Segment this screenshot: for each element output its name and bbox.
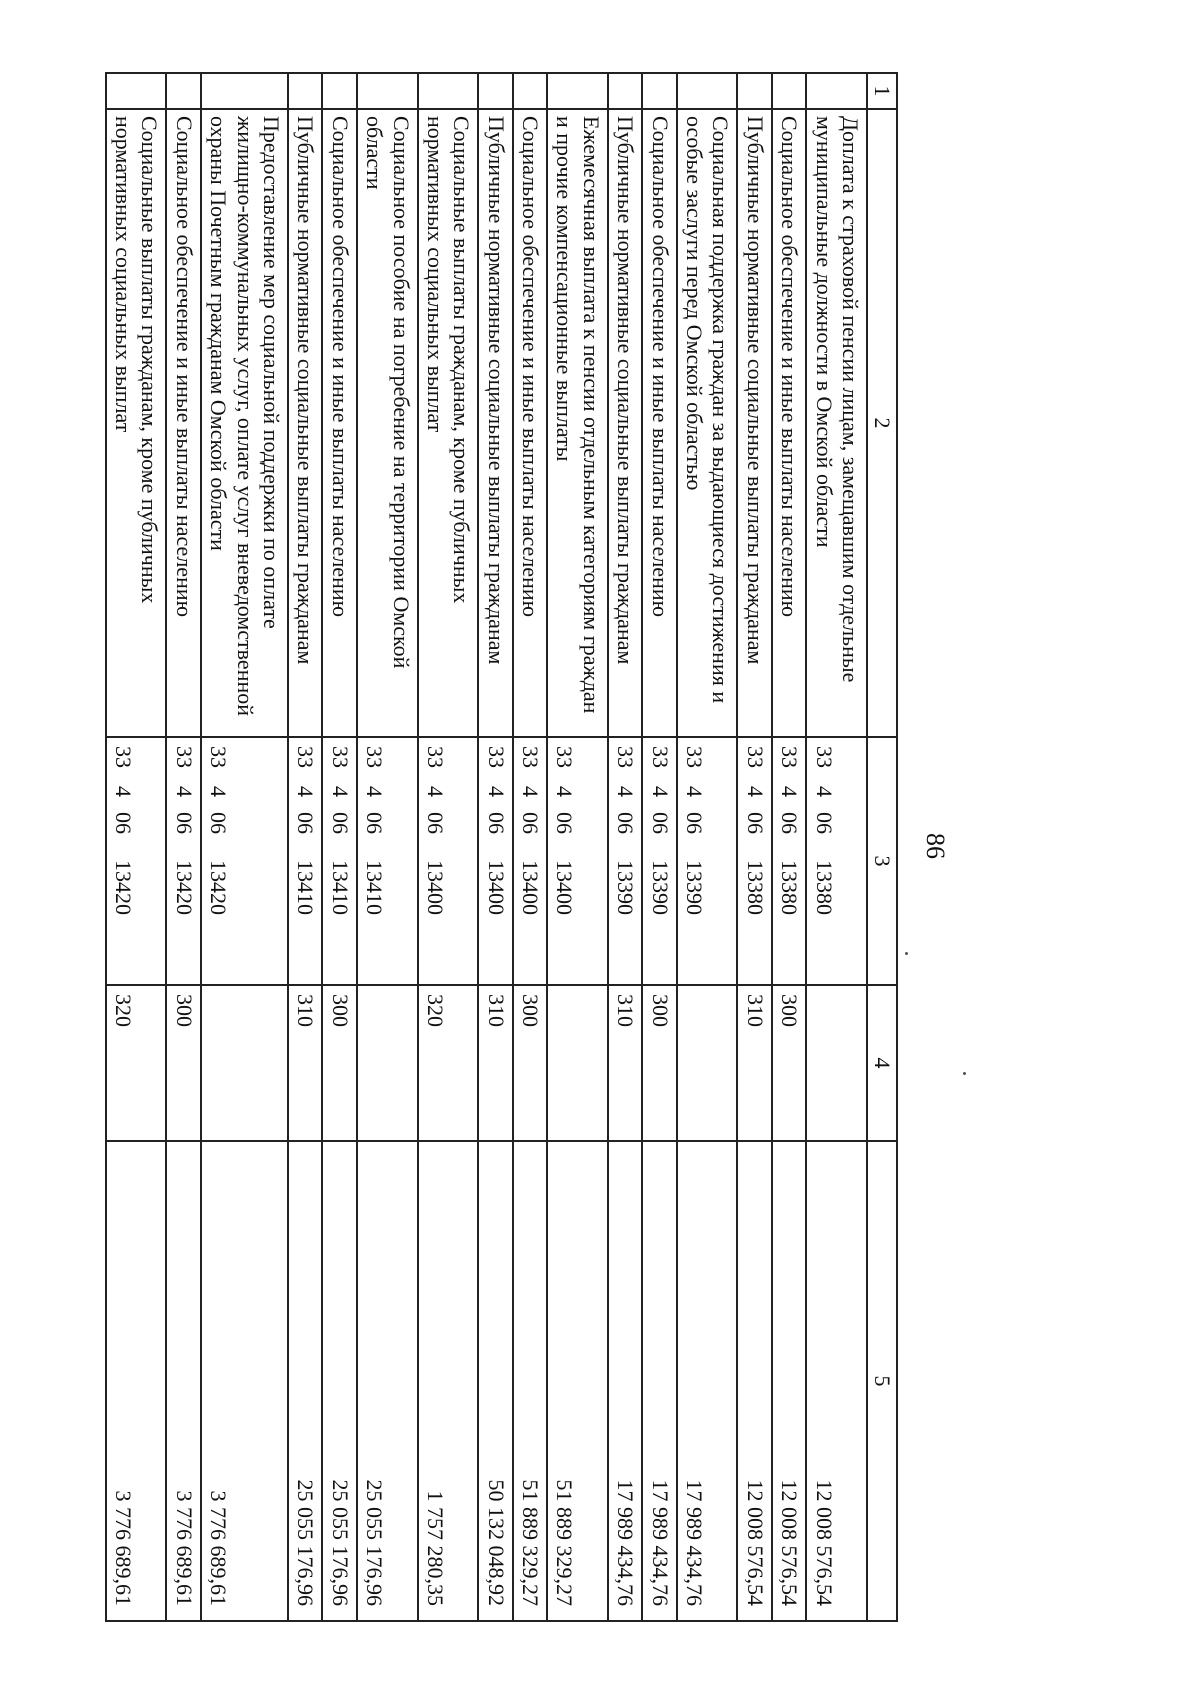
expense-type-code: 300 xyxy=(772,985,806,1141)
amount-value: 3 776 689,61 xyxy=(166,1141,200,1621)
column-header-2: 2 xyxy=(867,109,897,737)
budget-code-part-3: 06 xyxy=(483,812,509,834)
budget-code-part-4: 13390 xyxy=(613,860,639,915)
amount-value: 3 776 689,61 xyxy=(201,1141,288,1621)
budget-code-part-4: 13420 xyxy=(111,860,137,915)
item-name: Публичные нормативные социальные выплаты гражданам xyxy=(608,109,642,737)
budget-code-part-2: 4 xyxy=(811,786,837,797)
row-number-cell xyxy=(288,73,322,109)
budget-code-part-3: 06 xyxy=(422,812,448,834)
row-number-cell xyxy=(478,73,512,109)
budget-code-part-2: 4 xyxy=(647,786,673,797)
row-number-cell xyxy=(642,73,676,109)
budget-code-part-2: 4 xyxy=(613,786,639,797)
budget-table xyxy=(105,72,898,1622)
budget-code-cell xyxy=(513,737,547,985)
budget-code-part-1: 33 xyxy=(483,746,509,768)
budget-code-part-3: 06 xyxy=(742,812,768,834)
budget-code-part-3: 06 xyxy=(613,812,639,834)
table-row xyxy=(418,73,479,1621)
scan-speck xyxy=(963,1072,966,1075)
table-row xyxy=(166,73,200,1621)
budget-code-cell xyxy=(677,737,738,985)
budget-code-part-2: 4 xyxy=(171,786,197,797)
budget-code-part-4: 13390 xyxy=(647,860,673,915)
budget-code-part-3: 06 xyxy=(647,812,673,834)
expense-type-code: 300 xyxy=(166,985,200,1141)
budget-code-part-1: 33 xyxy=(682,746,708,768)
budget-code-part-4: 13380 xyxy=(777,860,803,915)
row-number-cell xyxy=(547,73,608,109)
budget-code-cell xyxy=(166,737,200,985)
item-name: Социальное обеспечение и иные выплаты населению xyxy=(772,109,806,737)
budget-code-part-2: 4 xyxy=(777,786,803,797)
budget-code-cell xyxy=(322,737,356,985)
row-number-cell xyxy=(772,73,806,109)
expense-type-code: 310 xyxy=(478,985,512,1141)
budget-code-part-4: 13400 xyxy=(518,860,544,915)
budget-code-part-1: 33 xyxy=(777,746,803,768)
amount-value: 1 757 280,35 xyxy=(418,1141,479,1621)
budget-code-cell xyxy=(642,737,676,985)
item-name: Социальное обеспечение и иные выплаты населению xyxy=(322,109,356,737)
expense-type-code: 310 xyxy=(608,985,642,1141)
rotated-page xyxy=(111,72,1058,1620)
budget-code-part-1: 33 xyxy=(206,746,232,768)
row-number-cell xyxy=(608,73,642,109)
item-name: Публичные нормативные социальные выплаты гражданам xyxy=(478,109,512,737)
row-number-cell xyxy=(106,73,167,109)
table-row xyxy=(608,73,642,1621)
table-row xyxy=(106,73,167,1621)
scan-speck xyxy=(905,952,908,955)
budget-code-cell xyxy=(418,737,479,985)
column-header-4: 4 xyxy=(867,985,897,1141)
amount-value: 3 776 689,61 xyxy=(106,1141,167,1621)
row-number-cell xyxy=(418,73,479,109)
expense-type-code: 320 xyxy=(418,985,479,1141)
amount-value: 25 055 176,96 xyxy=(288,1141,322,1621)
budget-code-part-3: 06 xyxy=(171,812,197,834)
budget-code-part-2: 4 xyxy=(742,786,768,797)
budget-code-part-3: 06 xyxy=(111,812,137,834)
table-row xyxy=(288,73,322,1621)
item-name: Социальное обеспечение и иные выплаты населению xyxy=(166,109,200,737)
budget-code-part-4: 13400 xyxy=(483,860,509,915)
expense-type-code xyxy=(677,985,738,1141)
budget-code-part-3: 06 xyxy=(777,812,803,834)
budget-code-part-1: 33 xyxy=(327,746,353,768)
table-row xyxy=(547,73,608,1621)
amount-value: 17 989 434,76 xyxy=(608,1141,642,1621)
budget-code-part-2: 4 xyxy=(293,786,319,797)
column-header-1: 1 xyxy=(867,73,897,109)
amount-value: 25 055 176,96 xyxy=(322,1141,356,1621)
budget-code-part-1: 33 xyxy=(362,746,388,768)
row-number-cell xyxy=(357,73,418,109)
amount-value: 17 989 434,76 xyxy=(642,1141,676,1621)
budget-code-part-2: 4 xyxy=(552,786,578,797)
item-name: Предоставление мер социальной поддержки по оплате жилищно-коммунальных услуг, оплате услуг вневедомственной охраны Почетным гражданам Омской области xyxy=(201,109,288,737)
budget-code-part-3: 06 xyxy=(327,812,353,834)
table-row xyxy=(201,73,288,1621)
budget-code-part-1: 33 xyxy=(293,746,319,768)
column-header-3: 3 xyxy=(867,737,897,985)
budget-code-part-3: 06 xyxy=(293,812,319,834)
budget-code-cell xyxy=(608,737,642,985)
budget-code-part-4: 13420 xyxy=(206,860,232,915)
budget-code-part-4: 13410 xyxy=(362,860,388,915)
budget-code-part-4: 13410 xyxy=(327,860,353,915)
budget-code-part-4: 13400 xyxy=(552,860,578,915)
row-number-cell xyxy=(201,73,288,109)
item-name: Доплата к страховой пенсии лицам, замещавшим отдельные муниципальные должности в Омской области xyxy=(806,109,867,737)
budget-code-part-4: 13410 xyxy=(293,860,319,915)
budget-code-part-4: 13420 xyxy=(171,860,197,915)
table-row xyxy=(642,73,676,1621)
expense-type-code: 310 xyxy=(737,985,771,1141)
row-number-cell xyxy=(737,73,771,109)
amount-value: 12 008 576,54 xyxy=(737,1141,771,1621)
item-name: Социальная поддержка граждан за выдающиеся достижения и особые заслуги перед Омской областью xyxy=(677,109,738,737)
budget-code-cell xyxy=(106,737,167,985)
expense-type-code: 300 xyxy=(642,985,676,1141)
budget-code-cell xyxy=(737,737,771,985)
expense-type-code: 300 xyxy=(513,985,547,1141)
budget-code-part-2: 4 xyxy=(483,786,509,797)
expense-type-code xyxy=(357,985,418,1141)
expense-type-code: 310 xyxy=(288,985,322,1141)
item-name: Публичные нормативные социальные выплаты гражданам xyxy=(288,109,322,737)
budget-code-part-2: 4 xyxy=(327,786,353,797)
row-number-cell xyxy=(513,73,547,109)
budget-code-cell xyxy=(478,737,512,985)
budget-code-part-1: 33 xyxy=(518,746,544,768)
amount-value: 50 132 048,92 xyxy=(478,1141,512,1621)
budget-code-part-1: 33 xyxy=(171,746,197,768)
budget-code-part-1: 33 xyxy=(111,746,137,768)
amount-value: 25 055 176,96 xyxy=(357,1141,418,1621)
table-row xyxy=(677,73,738,1621)
item-name: Ежемесячная выплата к пенсии отдельным категориям граждан и прочие компенсационные выплаты xyxy=(547,109,608,737)
amount-value: 51 889 329,27 xyxy=(513,1141,547,1621)
page-number: 86 xyxy=(921,833,950,859)
budget-code-part-4: 13380 xyxy=(811,860,837,915)
table-body xyxy=(106,73,867,1621)
budget-code-part-2: 4 xyxy=(682,786,708,797)
budget-code-part-3: 06 xyxy=(206,812,232,834)
budget-code-part-4: 13380 xyxy=(742,860,768,915)
amount-value: 12 008 576,54 xyxy=(806,1141,867,1621)
table-row xyxy=(772,73,806,1621)
expense-type-code: 320 xyxy=(106,985,167,1141)
budget-code-part-2: 4 xyxy=(206,786,232,797)
budget-code-part-3: 06 xyxy=(552,812,578,834)
item-name: Социальное пособие на погребение на территории Омской области xyxy=(357,109,418,737)
row-number-cell xyxy=(677,73,738,109)
budget-code-part-4: 13390 xyxy=(682,860,708,915)
column-header-5: 5 xyxy=(867,1141,897,1621)
budget-code-part-2: 4 xyxy=(111,786,137,797)
expense-type-code: 300 xyxy=(322,985,356,1141)
table-row xyxy=(806,73,867,1621)
table-row xyxy=(478,73,512,1621)
budget-code-cell xyxy=(201,737,288,985)
budget-code-cell xyxy=(806,737,867,985)
item-name: Социальное обеспечение и иные выплаты населению xyxy=(513,109,547,737)
item-name: Социальные выплаты гражданам, кроме публичных нормативных социальных выплат xyxy=(418,109,479,737)
budget-code-part-3: 06 xyxy=(811,812,837,834)
budget-code-part-2: 4 xyxy=(362,786,388,797)
item-name: Социальное обеспечение и иные выплаты населению xyxy=(642,109,676,737)
budget-code-part-3: 06 xyxy=(362,812,388,834)
budget-code-part-1: 33 xyxy=(552,746,578,768)
budget-code-cell xyxy=(288,737,322,985)
budget-code-part-2: 4 xyxy=(422,786,448,797)
budget-code-cell xyxy=(547,737,608,985)
row-number-cell xyxy=(166,73,200,109)
table-row xyxy=(513,73,547,1621)
table-row xyxy=(737,73,771,1621)
item-name: Социальные выплаты гражданам, кроме публичных нормативных социальных выплат xyxy=(106,109,167,737)
budget-code-part-1: 33 xyxy=(742,746,768,768)
budget-code-part-3: 06 xyxy=(518,812,544,834)
budget-code-part-1: 33 xyxy=(613,746,639,768)
row-number-cell xyxy=(806,73,867,109)
amount-value: 51 889 329,27 xyxy=(547,1141,608,1621)
row-number-cell xyxy=(322,73,356,109)
amount-value: 17 989 434,76 xyxy=(677,1141,738,1621)
budget-code-cell xyxy=(357,737,418,985)
budget-code-part-1: 33 xyxy=(811,746,837,768)
budget-code-part-1: 33 xyxy=(647,746,673,768)
item-name: Публичные нормативные социальные выплаты гражданам xyxy=(737,109,771,737)
table-row xyxy=(322,73,356,1621)
expense-type-code xyxy=(201,985,288,1141)
expense-type-code xyxy=(806,985,867,1141)
expense-type-code xyxy=(547,985,608,1141)
budget-code-part-4: 13400 xyxy=(422,860,448,915)
header-row xyxy=(867,73,897,1621)
budget-code-part-2: 4 xyxy=(518,786,544,797)
amount-value: 12 008 576,54 xyxy=(772,1141,806,1621)
budget-code-part-1: 33 xyxy=(422,746,448,768)
table-row xyxy=(357,73,418,1621)
budget-code-part-3: 06 xyxy=(682,812,708,834)
budget-code-cell xyxy=(772,737,806,985)
